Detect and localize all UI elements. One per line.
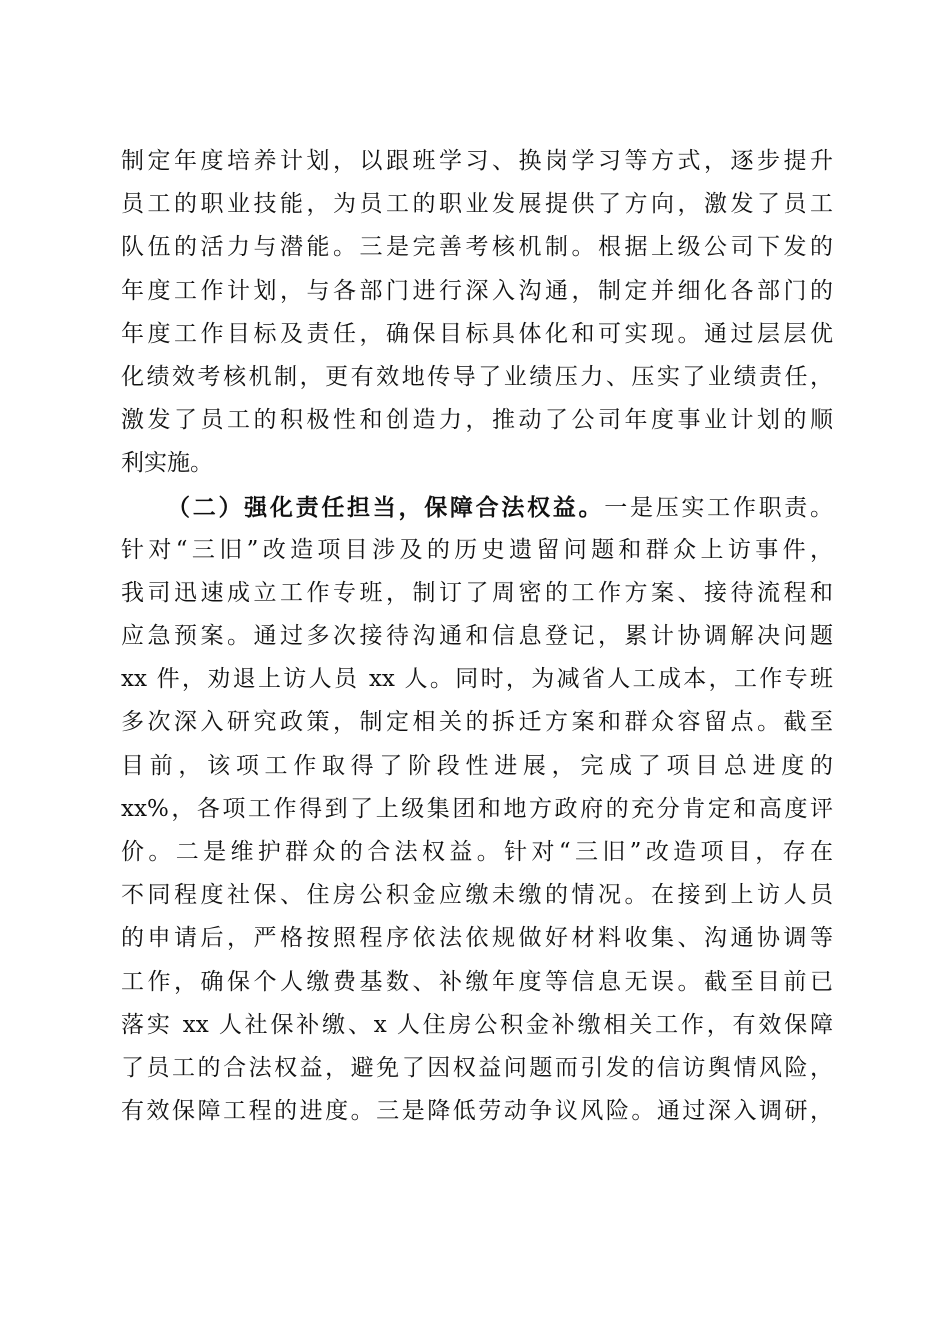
- text-line: 目前，该项工作取得了阶段性进展，完成了项目总进度的: [121, 752, 833, 779]
- section-heading: （二）强化责任担当，保障合法权益。: [167, 493, 605, 521]
- text-line: 我司迅速成立工作专班，制订了周密的工作方案、接待流程和: [121, 579, 833, 606]
- text-line: 员工的职业技能，为员工的职业发展提供了方向，激发了员工: [121, 191, 833, 218]
- text-line: 年度工作目标及责任，确保目标具体化和可实现。通过层层优: [121, 320, 833, 347]
- text-line: xx%，各项工作得到了上级集团和地方政府的充分肯定和高度评: [121, 795, 833, 822]
- paragraph-2: [121, 486, 833, 1134]
- text-line: 年度工作计划，与各部门进行深入沟通，制定并细化各部门的: [121, 277, 833, 304]
- paragraph-1: [121, 140, 833, 486]
- text-line: 针对“三旧”改造项目涉及的历史遗留问题和群众上访事件，: [121, 536, 833, 563]
- text-line: 的申请后，严格按照程序依法依规做好材料收集、沟通协调等: [121, 925, 833, 952]
- text-line: xx 件，劝退上访人员 xx 人。同时，为减省人工成本，工作专班: [121, 666, 833, 693]
- body-text: [121, 140, 833, 1133]
- text-line: 队伍的活力与潜能。三是完善考核机制。根据上级公司下发的: [121, 234, 833, 261]
- section-heading-line: [121, 486, 833, 529]
- text-line: 不同程度社保、住房公积金应缴未缴的情况。在接到上访人员: [121, 882, 833, 909]
- text-line: 制定年度培养计划，以跟班学习、换岗学习等方式，逐步提升: [121, 148, 833, 174]
- text-line: 应急预案。通过多次接待沟通和信息登记，累计协调解决问题: [121, 623, 833, 650]
- text-run: 一是压实工作职责。: [604, 494, 834, 521]
- text-line: 化绩效考核机制，更有效地传导了业绩压力、压实了业绩责任，: [121, 363, 833, 390]
- text-line: 有效保障工程的进度。三是降低劳动争议风险。通过深入调研，: [121, 1098, 833, 1125]
- text-line: 激发了员工的积极性和创造力，推动了公司年度事业计划的顺: [121, 407, 833, 434]
- text-line: 工作，确保个人缴费基数、补缴年度等信息无误。截至目前已: [121, 968, 833, 995]
- text-line: 了员工的合法权益，避免了因权益问题而引发的信访舆情风险，: [121, 1054, 833, 1081]
- text-line: 落实 xx 人社保补缴、x 人住房公积金补缴相关工作，有效保障: [121, 1011, 833, 1038]
- text-line: 多次深入研究政策，制定相关的拆迁方案和群众容留点。截至: [121, 709, 833, 736]
- text-line: 价。二是维护群众的合法权益。针对“三旧”改造项目，存在: [121, 839, 833, 865]
- text-line: 利实施。: [121, 450, 213, 477]
